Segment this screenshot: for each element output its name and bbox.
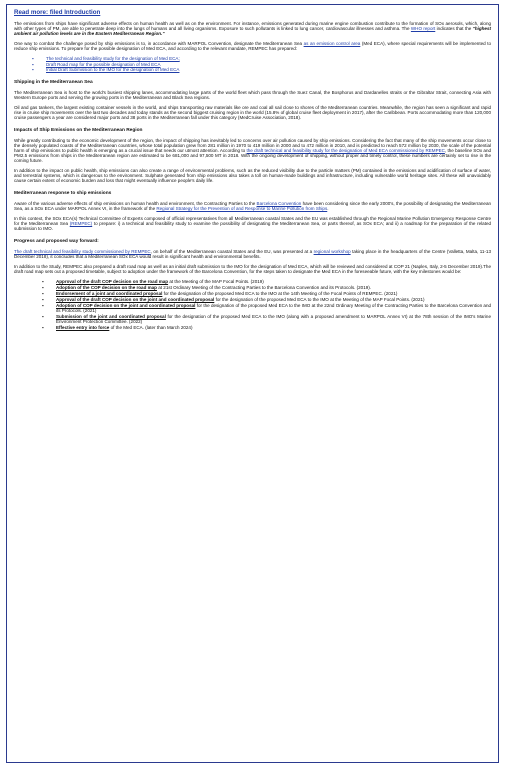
section-title-response: Mediterranean response to ship emissions [14, 191, 112, 197]
content-box [6, 4, 499, 763]
list-item-study[interactable]: ▪ The technical and feasibility study for the designation of Med ECA; [14, 56, 491, 61]
rempec-link[interactable]: (REMPEC) [69, 220, 93, 226]
draft-study-link[interactable]: The draft technical and feasibility study commissioned by REMPEC [14, 248, 151, 254]
section-title-shipping: Shipping in the Mediterranean Sea [14, 80, 93, 86]
progress-paragraph-1: The draft technical and feasibility study commissioned by REMPEC, on behalf of the Mediterranean coastal States and the EU, was presented at a regional workshop taking place in the headquarters of the Centre (Valletta, Malta, 11-13 December 2018), it concludes that a Mediterranean SOx ECA would result in significant health and environmental benefits. [14, 248, 491, 259]
intro-paragraph-2: One way to combat the challenge posed by ship emissions is to, in accordance with MARPOL Convention, designate the Mediterranean Sea as an emission control area (Med ECA), where special requirements will be implemented to reduce ship emissions. To prepare for the possible designation of Med ECA, and according to the relevant mandate, REMPEC has prepared: [14, 41, 491, 52]
emission-control-area-link[interactable]: as an emission control area [303, 41, 361, 47]
milestone-item: ▪ Adoption of the COP decision on the road map at 21st Ordinary Meeting of the Contracting Parties to the Barcelona Convention and its Protocols. (2019). [14, 285, 491, 290]
list-item-submission[interactable]: ▪ Initial Draft Submission to the IMO for the designation of Med ECA [14, 67, 491, 72]
section-title-impacts: Impacts of Ship Emissions on the Mediterranean Region [14, 128, 143, 134]
milestone-item: ▪ Endorsement of a joint and coordinated proposal for the designation of the proposed Med ECA to the IMO at the 14th Meeting of the Focal Points of REMPEC. (2021) [14, 291, 491, 296]
list-item-road-map[interactable]: ▪ Draft Road map for the possible designation of Med ECA [14, 62, 491, 67]
impacts-paragraph-1: While greatly contributing to the economic development of the region, the impact of shipping has inevitably led to concerns over air pollution caused by ship emissions. Considering the fact that many of the ship movements occur close to the densely populated coasts of the Mediterranean countries, whose total population grew from 281 million in 1970 to 419 million in 2000 and to 472 million in 2010, and is predicted to reach 572 million by 2030, the scale of the potential harm of ship emissions to public health is emerging as a crucial issue that needs our utmost attention. According to the draft technical and feasibility study for the designation of Med ECA commissioned by REMPEC, the baseline SOx and PM2.5 emissions from ships in the Mediterranean region are estimated to be 681,000 and 97,500 MT in 2018. With the ongoing development of shipping, without proper and timely control, these numbers are certainly set to rise in the coming future. [14, 137, 492, 163]
who-quote: "highest ambient air pollution levels are in the Eastern Mediterranean Region." [14, 26, 491, 37]
milestone-item: ▪ Approval of the draft COP decision on the road map at the Meeting of the MAP Focal Points. (2019) [14, 279, 491, 284]
read-more-link[interactable]: Read more: filed Introduction [14, 9, 101, 16]
barcelona-convention-link[interactable]: Barcelona Convention [256, 200, 302, 206]
response-paragraph-2: In this context, the SOx ECA(s) Technical Committee of Experts composed of official representatives from all Mediterranean coastal States and the EU was established through the Regional Marine Pollution Emergency Response Centre for the Mediterranean Sea (REMPEC) to prepare: i) a technical and feasibility study to examine the possibility of designating the Mediterranean Sea, or parts thereof, as SOx ECA; and ii) a roadmap for the preparation of the related submission to IMO. [14, 215, 492, 231]
response-paragraph-1: Aware of the various adverse effects of ship emissions on human health and environment, the Contracting Parties to the Barcelona Convention have been considering since the early 2000's, the possibility of designating the Mediterranean Sea, as a SOx ECA under MARPOL Annex VI, in the framework of the Regional Strategy for the Prevention of and Response to Marine Pollution from Ships. [14, 200, 492, 211]
section-title-progress: Progress and proposed way forward: [14, 239, 99, 244]
shipping-paragraph-2: Oil and gas tankers, the largest existing container vessels in the world, and ships transporting raw materials like ore and coal all sail close to shores of the Mediterranean countries. Meanwhile, the region has seen a significant and rapid rise in cruise ship movements over the last two decades and today stands as the second biggest cruising region in the world (15.8% of global cruise fleet deployment in 2017), after the Caribbean. Ports accommodating more than 120,000 cruise passengers a year are considered major ports and 38 ports in the Mediterranean fall under this category (MedCruise Association, 2018). [14, 105, 491, 121]
milestone-item: ▪ Submission of the joint and coordinated proposal for the designation of the proposed Med ECA to the IMO (along with a proposed amendment to MARPOL Annex VI) at the 78th session of the IMO's Marine Environment Protection Committee. (2022) [14, 314, 491, 324]
rempec-documents-list [14, 56, 491, 72]
milestone-item: ▪ Approval of the draft COP decision on the joint and coordinated proposal for the designation of the proposed Med ECA to the IMO at the Meeting of the MAP Focal Points. (2021) [14, 297, 491, 302]
impacts-paragraph-2: In addition to the impact on public health, ship emissions can also create a range of environmental problems, such as the reduced visibility due to the particle matters (PM) contained in the emissions and acidification of surface of water, and terrestrial systems, which is dangerous to the environment. Sulphate generated from ship emissions also takes a toll on human-made buildings and infrastructure, including vulnerable world heritage sites. All these will unavoidably cause certain extent of economic burden and loss that might eventually influence people's daily life. [14, 168, 491, 184]
progress-paragraph-2: In addition to the Study, REMPEC also prepared a draft road map as well as an initial draft submission to the IMO for the designation of Med ECA, which will be reviewed and considered at COP 21 (Naples, Italy, 2-5 December 2019).The draft road map sets out a proposed timetable, subject to adoption under the framework of the Barcelona Convention, for the steps taken to designate the Med ECA in the foreseeable future, with the key milestones would be: [14, 263, 491, 274]
intro-paragraph-1: The emissions from ships have significant adverse effects on human health as well as on the environment. For instance, emissions generated during marine engine combustion contribute to the formation of SOx aerosols, which, along with other types of PM, are able to penetrate deep into the lungs of humans and all living organisms. Exposure to such pollutants is linked to lung cancer, cardiovascular illnesses and asthma. The WHO report indicates that the "highest ambient air pollution levels are in the Eastern Mediterranean Region." [14, 21, 491, 37]
regional-strategy-link[interactable]: Regional Strategy for the Prevention of and Response to Marine Pollution from Ships [156, 205, 328, 211]
milestone-item: ▪ Adoption of COP decision on the joint and coordinated proposal for the designation of the proposed Med ECA to the IMO at the 22nd Ordinary Meeting of the Contracting Parties to the Barcelona Convention and its Protocols. (2021) [14, 303, 491, 313]
milestones-list [14, 279, 491, 330]
feasibility-study-link[interactable]: the draft technical and feasibility study for the designation of Med ECA commissioned by REMPEC [246, 147, 445, 153]
milestone-item: ▪ Effective entry into force of the Med ECA. (later than March 2024) [14, 325, 491, 330]
regional-workshop-link[interactable]: regional workshop [313, 248, 351, 254]
shipping-paragraph-1: The Mediterranean Sea is host to the world's busiest shipping lanes, accommodating large parts of the world fleet which pass through the Suez Canal, the Bosphorus and Dardanelles straits or the Gibraltar Strait, connecting Asia with Western Europe ports and serving the growing ports in the Mediterranean and Black Sea regions. [14, 89, 491, 101]
who-report-link[interactable]: WHO report [410, 26, 436, 32]
